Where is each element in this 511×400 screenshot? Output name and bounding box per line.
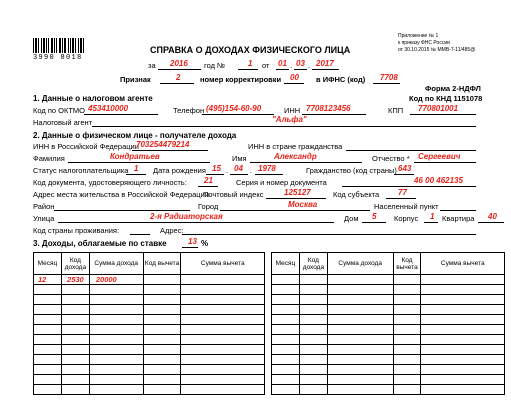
phone-value[interactable]: (495)154-60-90 (206, 104, 262, 113)
house-value[interactable]: 5 (372, 212, 377, 221)
date-year[interactable]: 2017 (316, 59, 334, 68)
year-label: за (148, 61, 156, 70)
row-month[interactable]: 12 (34, 275, 62, 285)
address-label: Адрес места жительства в Российской Федерации (33, 190, 209, 199)
page-title: СПРАВКА О ДОХОДАХ ФИЗИЧЕСКОГО ЛИЦА (150, 45, 351, 55)
correction-value[interactable]: 00 (290, 73, 299, 82)
flat-label: Квартира (442, 214, 475, 223)
kpp-label: КПП (388, 106, 404, 115)
table-row[interactable] (272, 325, 505, 335)
table-row[interactable] (34, 275, 265, 285)
table-row[interactable] (272, 355, 505, 365)
table-row[interactable] (34, 365, 265, 375)
birth-day[interactable]: 15 (212, 164, 221, 173)
settlement-label: Населенный пункт (374, 202, 439, 211)
street-label: Улица (33, 214, 55, 223)
col-deduction-amount: Сумма вычета (421, 253, 505, 275)
row-income-code[interactable]: 2530 (61, 275, 89, 285)
table-row[interactable] (34, 285, 265, 295)
table-row[interactable] (34, 335, 265, 345)
citizenship-label: Гражданство (код страны) (306, 166, 397, 175)
table-row[interactable] (272, 315, 505, 325)
korpus-value[interactable]: 1 (430, 212, 435, 221)
status-value[interactable]: 1 (134, 164, 139, 173)
doc-code-label: Код документа, удостоверяющего личность: (33, 178, 187, 187)
appendix-line-1: Приложение № 1 (398, 33, 439, 39)
surname-label: Фамилия (33, 154, 65, 163)
rate-unit: % (201, 239, 209, 248)
table-row[interactable] (272, 295, 505, 305)
postcode-value[interactable]: 125127 (284, 188, 311, 197)
ifns-label: в ИФНС (код) (316, 75, 366, 84)
income-table-left (33, 252, 265, 395)
inn-rf-label: ИНН в Российской Федерации (33, 142, 139, 151)
region-value[interactable]: 77 (398, 188, 407, 197)
section1-title: 1. Данные о налоговом агенте (33, 94, 153, 103)
birth-month[interactable]: 04 (234, 164, 243, 173)
doc-series-value[interactable]: 46 00 462135 (414, 176, 463, 185)
table-row[interactable] (34, 325, 265, 335)
postcode-label: Почтовый индекс (203, 190, 264, 199)
doc-code-value[interactable]: 21 (204, 176, 213, 185)
table-row[interactable] (34, 305, 265, 315)
table-header (34, 253, 265, 275)
row-income-amount[interactable]: 20000 (89, 275, 143, 285)
barcode-number: 3990 8018 (33, 54, 83, 62)
col-deduction-code: Код вычета (393, 253, 421, 275)
table-row[interactable] (272, 285, 505, 295)
table-row[interactable] (34, 355, 265, 365)
table-row[interactable] (34, 385, 265, 395)
flat-value[interactable]: 40 (488, 212, 497, 221)
city-label: Город (198, 202, 219, 211)
col-month: Месяц (272, 253, 300, 275)
kpp-value[interactable]: 770801001 (418, 104, 459, 113)
col-income-code: Код дохода (299, 253, 327, 275)
foreign-address-label: Адрес: (160, 226, 184, 235)
barcode (33, 38, 91, 53)
table-row[interactable] (272, 365, 505, 375)
row-deduction-amount[interactable] (181, 275, 265, 285)
citizenship-value[interactable]: 643 (398, 164, 412, 173)
status-label: Статус налогоплательщика (33, 166, 129, 175)
rate-value[interactable]: 13 (188, 237, 197, 246)
col-income-amount: Сумма дохода (327, 253, 393, 275)
table-row[interactable] (34, 345, 265, 355)
date-label: от (262, 61, 270, 70)
row-deduction-code[interactable] (143, 275, 181, 285)
number-value[interactable]: 1 (248, 59, 253, 68)
birth-year[interactable]: 1978 (258, 164, 276, 173)
inn-foreign-label: ИНН в стране гражданства (248, 142, 343, 151)
surname-value[interactable]: Кондратьев (110, 152, 160, 161)
table-row[interactable] (34, 315, 265, 325)
priznak-value[interactable]: 2 (176, 73, 181, 82)
col-income-amount: Сумма дохода (89, 253, 143, 275)
appendix-line-3: от 30.10.2015 № ММВ-7-11/485@ (398, 47, 476, 53)
priznak-label: Признак (120, 75, 151, 84)
table-row[interactable] (34, 295, 265, 305)
table-row[interactable] (272, 375, 505, 385)
date-month[interactable]: 03 (296, 59, 305, 68)
col-deduction-amount: Сумма вычета (181, 253, 265, 275)
col-income-code: Код дохода (61, 253, 89, 275)
house-label: Дом (344, 214, 359, 223)
form-name: Форма 2-НДФЛ (425, 84, 481, 93)
agent-inn-value[interactable]: 7708123456 (306, 104, 351, 113)
district-label: Район (33, 202, 55, 211)
col-month: Месяц (34, 253, 62, 275)
korpus-label: Корпус (394, 214, 419, 223)
table-row[interactable] (272, 305, 505, 315)
oktmo-label: Код по ОКТМО (33, 106, 86, 115)
street-value[interactable]: 2-я Радиаторская (150, 212, 223, 221)
agent-inn-label: ИНН (284, 106, 301, 115)
name-label: Имя (232, 154, 247, 163)
income-table-right (271, 252, 505, 395)
table-row[interactable] (34, 375, 265, 385)
oktmo-value[interactable]: 453410000 (88, 104, 129, 113)
table-header (272, 253, 505, 275)
col-deduction-code: Код вычета (143, 253, 181, 275)
agent-value[interactable]: "Альфа" (272, 115, 307, 124)
doc-series-label: Серия и номер документа (236, 178, 327, 187)
appendix-note (398, 33, 475, 54)
knd-code: Код по КНД 1151078 (409, 94, 483, 103)
correction-label: номер корректировки (200, 75, 282, 84)
section3-title: 3. Доходы, облагаемые по ставке (33, 239, 167, 248)
number-label: год № (204, 61, 226, 70)
table-row[interactable] (272, 335, 505, 345)
table-row[interactable] (272, 275, 505, 285)
patronymic-label: Отчество * (372, 154, 410, 163)
region-label: Код субъекта (333, 190, 380, 199)
table-row[interactable] (272, 385, 505, 395)
table-row[interactable] (272, 345, 505, 355)
appendix-line-2: к приказу ФНС России (398, 40, 450, 46)
birth-label: Дата рождения (153, 166, 206, 175)
date-day[interactable]: 01 (278, 59, 287, 68)
inn-rf-value[interactable]: 703254479214 (136, 140, 190, 149)
patronymic-value[interactable]: Сергеевич (418, 152, 461, 161)
ifns-value[interactable]: 7708 (380, 73, 398, 82)
agent-label: Налоговый агент (33, 118, 93, 127)
name-value[interactable]: Александр (274, 152, 317, 161)
section2-title: 2. Данные о физическом лице - получателе дохода (33, 131, 237, 140)
year-value[interactable]: 2016 (170, 59, 188, 68)
country-label: Код страны проживания: (33, 226, 120, 235)
phone-label: Телефон (173, 106, 205, 115)
city-value[interactable]: Москва (288, 200, 318, 209)
